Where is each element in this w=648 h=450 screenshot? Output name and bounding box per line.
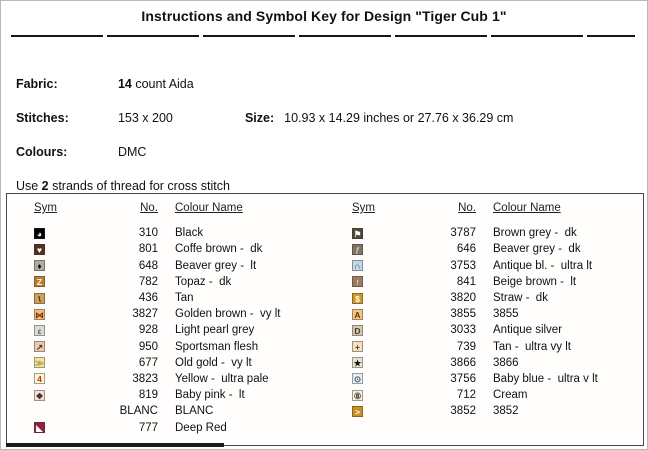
colour-number: 777	[138, 421, 158, 434]
colour-name: Baby pink - lt	[175, 389, 245, 402]
colour-name: 3852	[493, 405, 519, 418]
colour-name: Cream	[493, 389, 528, 402]
colour-number: BLANC	[119, 405, 158, 418]
sym-header: Sym	[352, 202, 375, 215]
colour-name: Deep Red	[175, 421, 227, 434]
colour-name: Topaz - dk	[175, 275, 232, 288]
colour-number: 782	[138, 275, 158, 288]
strands-count: 2	[41, 179, 49, 193]
colour-number: 3852	[450, 405, 476, 418]
symbol-swatch: ∩	[352, 260, 363, 271]
no-header: No.	[140, 202, 158, 215]
colour-number: 3033	[450, 324, 476, 337]
key-row	[325, 241, 643, 257]
symbol-swatch: A	[352, 309, 363, 320]
symbol-swatch: ♥	[34, 244, 45, 255]
symbol-swatch: \	[34, 293, 45, 304]
colour-number: 3866	[450, 356, 476, 369]
key-row	[7, 387, 325, 403]
colour-name: Light pearl grey	[175, 324, 255, 337]
key-column-right	[325, 194, 643, 445]
colour-number: 3855	[450, 308, 476, 321]
colour-name-header: Colour Name	[175, 202, 243, 215]
colour-number: 3820	[450, 292, 476, 305]
colour-name: Antique bl. - ultra lt	[493, 259, 593, 272]
key-row	[325, 387, 643, 403]
strands-suffix: strands of thread for cross stitch	[48, 179, 230, 193]
colour-name: Baby blue - ultra v lt	[493, 372, 598, 385]
stitches-row	[9, 97, 513, 125]
colour-number: 3753	[450, 259, 476, 272]
size-label: Size:	[244, 111, 275, 125]
symbol-swatch: ↑	[352, 276, 363, 287]
key-row	[7, 419, 325, 435]
strands-prefix: Use	[15, 179, 42, 193]
symbol-swatch: ♦	[34, 260, 45, 271]
size-value: 10.93 x 14.29 inches or 27.76 x 36.29 cm	[284, 111, 514, 125]
sym-header: Sym	[34, 202, 57, 215]
strands-note	[9, 165, 230, 193]
key-row	[7, 322, 325, 338]
colour-name: Yellow - ultra pale	[175, 372, 269, 385]
key-row	[325, 290, 643, 306]
key-row	[325, 322, 643, 338]
colour-number: 819	[138, 389, 158, 402]
symbol-swatch: $	[352, 293, 363, 304]
colour-name: 3855	[493, 308, 519, 321]
stitches-value: 153 x 200	[117, 111, 173, 125]
symbol-swatch: ⑧	[353, 390, 362, 401]
no-header: No.	[458, 202, 476, 215]
colour-name: Black	[175, 227, 204, 240]
stitches-label: Stitches:	[15, 111, 69, 125]
colour-name: Sportsman flesh	[175, 340, 259, 353]
colour-number: 3827	[132, 308, 158, 321]
key-row	[325, 371, 643, 387]
colour-name: Tan - ultra vy lt	[493, 340, 571, 353]
colour-name: Beaver grey - lt	[175, 259, 257, 272]
key-row	[325, 274, 643, 290]
table-bottom-edge	[6, 443, 224, 447]
colours-row	[9, 131, 146, 159]
symbol-swatch: 4	[34, 373, 45, 384]
fabric-label: Fabric:	[15, 77, 58, 91]
key-column-left	[7, 194, 325, 445]
key-row	[7, 371, 325, 387]
colour-number: 950	[138, 340, 158, 353]
colour-name-header: Colour Name	[493, 202, 561, 215]
key-row	[7, 339, 325, 355]
symbol-swatch: Z	[34, 276, 45, 287]
key-row	[7, 241, 325, 257]
colour-number: 801	[138, 243, 158, 256]
colour-name: Beige brown - lt	[493, 275, 577, 288]
colour-number: 310	[138, 227, 158, 240]
key-header-row	[7, 200, 325, 216]
colour-name: Beaver grey - dk	[493, 243, 581, 256]
colour-name: Tan	[175, 292, 194, 305]
colour-number: 3787	[450, 227, 476, 240]
fabric-count-value: 14	[117, 77, 132, 91]
key-row	[7, 274, 325, 290]
key-row	[7, 355, 325, 371]
colour-number: 3823	[132, 372, 158, 385]
fabric-value: count Aida	[131, 77, 194, 91]
colour-name: Antique silver	[493, 324, 563, 337]
key-row	[7, 225, 325, 241]
symbol-swatch: D	[352, 325, 363, 336]
key-row	[7, 290, 325, 306]
colour-number: 677	[138, 356, 158, 369]
colour-name: Straw - dk	[493, 292, 548, 305]
key-row	[325, 306, 643, 322]
fabric-row	[9, 63, 194, 91]
symbol-swatch: ε	[34, 325, 45, 336]
colour-name: Golden brown - vy lt	[175, 308, 281, 321]
key-row	[325, 258, 643, 274]
colour-number: 436	[138, 292, 158, 305]
symbol-swatch: >	[352, 406, 363, 417]
symbol-swatch: ⊙	[353, 374, 362, 385]
key-header-row	[325, 200, 643, 216]
colour-name: 3866	[493, 356, 519, 369]
symbol-swatch: ❖	[35, 390, 44, 401]
key-row	[7, 403, 325, 419]
colours-label: Colours:	[15, 145, 68, 159]
colour-name: BLANC	[175, 405, 214, 418]
key-row	[325, 225, 643, 241]
symbol-swatch: ≫	[35, 358, 44, 369]
symbol-swatch: ★	[353, 358, 362, 369]
symbol-swatch: ↗	[35, 342, 44, 353]
title-divider	[11, 35, 635, 37]
key-row	[325, 403, 643, 419]
colour-number: 841	[456, 275, 476, 288]
colour-number: 646	[456, 243, 476, 256]
key-row	[325, 339, 643, 355]
symbol-swatch: ƒ	[352, 244, 363, 255]
colours-value: DMC	[117, 145, 147, 159]
page-title: Instructions and Symbol Key for Design "Tiger Cub 1"	[141, 8, 507, 24]
symbol-swatch: ⚑	[353, 228, 362, 239]
symbol-key-table	[6, 193, 644, 446]
symbol-swatch: ⋈	[35, 309, 44, 320]
colour-name: Brown grey - dk	[493, 227, 577, 240]
colour-number: 712	[456, 389, 476, 402]
key-row	[325, 355, 643, 371]
symbol-swatch: +	[352, 341, 363, 352]
symbol-swatch: ◣	[34, 422, 45, 433]
colour-number: 3756	[450, 372, 476, 385]
colour-name: Coffe brown - dk	[175, 243, 263, 256]
symbol-swatch: ◕	[34, 228, 45, 239]
colour-number: 928	[138, 324, 158, 337]
colour-name: Old gold - vy lt	[175, 356, 252, 369]
key-row	[7, 258, 325, 274]
key-row	[7, 306, 325, 322]
colour-number: 648	[138, 259, 158, 272]
colour-number: 739	[456, 340, 476, 353]
